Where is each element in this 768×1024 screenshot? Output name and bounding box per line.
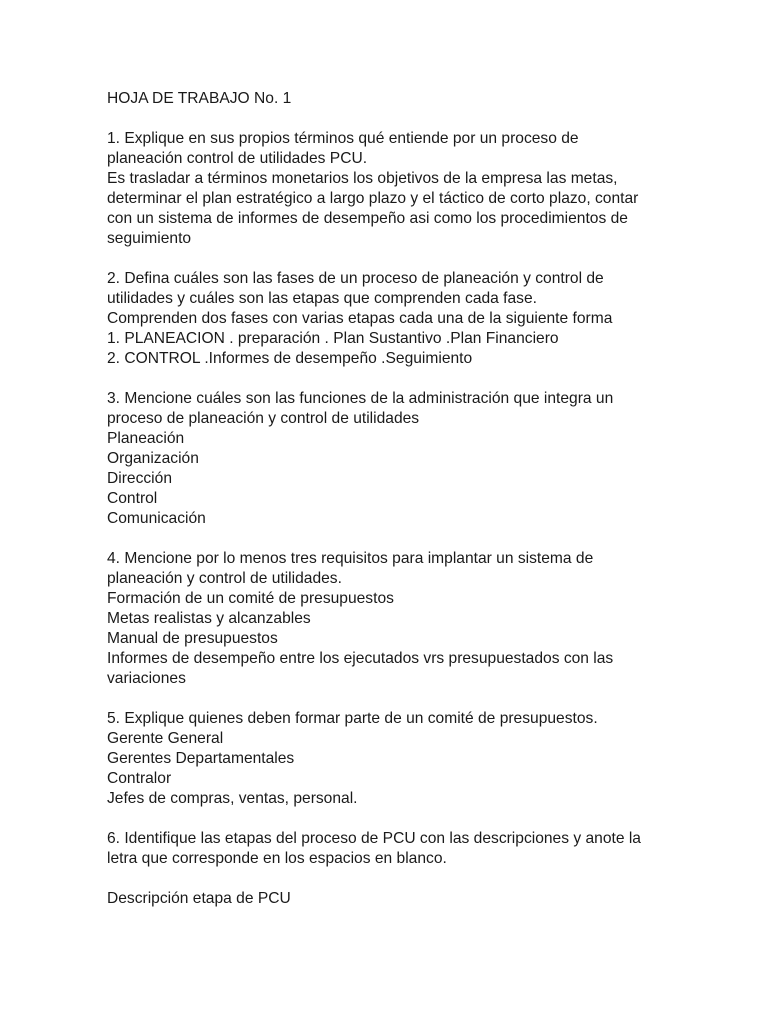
answer-3-item-3: Dirección <box>107 470 172 487</box>
answer-2-line-2: 1. PLANEACION . preparación . Plan Sustantivo .Plan Financiero <box>107 330 559 347</box>
answer-4-item-4-line-2: variaciones <box>107 670 186 687</box>
answer-4-item-1: Formación de un comité de presupuestos <box>107 590 394 607</box>
answer-5-item-4: Jefes de compras, ventas, personal. <box>107 790 358 807</box>
answer-4-item-2: Metas realistas y alcanzables <box>107 610 311 627</box>
question-2-line-2: utilidades y cuáles son las etapas que comprenden cada fase. <box>107 290 537 307</box>
answer-5-item-3: Contralor <box>107 770 172 787</box>
question-4-line-1: 4. Mencione por lo menos tres requisitos para implantar un sistema de <box>107 550 594 567</box>
section-question-5 <box>107 709 707 809</box>
question-2-line-1: 2. Defina cuáles son las fases de un proceso de planeación y control de <box>107 270 604 287</box>
answer-2-line-1: Comprenden dos fases con varias etapas cada una de la siguiente forma <box>107 310 613 327</box>
answer-4-item-4-line-1: Informes de desempeño entre los ejecutados vrs presupuestados con las <box>107 650 614 667</box>
question-6-line-1: 6. Identifique las etapas del proceso de PCU con las descripciones y anote la <box>107 830 641 847</box>
answer-5-item-1: Gerente General <box>107 730 224 747</box>
document-title: HOJA DE TRABAJO No. 1 <box>107 90 292 107</box>
answer-5-item-2: Gerentes Departamentales <box>107 750 295 767</box>
section-question-4 <box>107 549 707 689</box>
question-5-line-1: 5. Explique quienes deben formar parte de un comité de presupuestos. <box>107 710 598 727</box>
answer-3-item-2: Organización <box>107 450 199 467</box>
answer-3-item-5: Comunicación <box>107 510 206 527</box>
answer-1-line-4: seguimiento <box>107 230 192 247</box>
answer-3-item-1: Planeación <box>107 430 185 447</box>
answer-1-line-1: Es trasladar a términos monetarios los objetivos de la empresa las metas, <box>107 170 618 187</box>
section-question-1 <box>107 129 707 249</box>
question-1-line-1: 1. Explique en sus propios términos qué entiende por un proceso de <box>107 130 579 147</box>
question-3-line-2: proceso de planeación y control de utilidades <box>107 410 420 427</box>
description-heading: Descripción etapa de PCU <box>107 890 291 907</box>
section-description-heading <box>107 889 707 909</box>
answer-4-item-3: Manual de presupuestos <box>107 630 278 647</box>
answer-3-item-4: Control <box>107 490 158 507</box>
answer-1-line-2: determinar el plan estratégico a largo plazo y el táctico de corto plazo, contar <box>107 190 639 207</box>
section-question-3 <box>107 389 707 529</box>
question-6-line-2: letra que corresponde en los espacios en blanco. <box>107 850 447 867</box>
question-1-line-2: planeación control de utilidades PCU. <box>107 150 368 167</box>
section-question-2 <box>107 269 707 369</box>
answer-1-line-3: con un sistema de informes de desempeño asi como los procedimientos de <box>107 210 628 227</box>
question-3-line-1: 3. Mencione cuáles son las funciones de la administración que integra un <box>107 390 614 407</box>
document-page <box>107 89 707 929</box>
document-title-block <box>107 89 707 109</box>
section-question-6 <box>107 829 707 869</box>
answer-2-line-3: 2. CONTROL .Informes de desempeño .Seguimiento <box>107 350 473 367</box>
question-4-line-2: planeación y control de utilidades. <box>107 570 342 587</box>
